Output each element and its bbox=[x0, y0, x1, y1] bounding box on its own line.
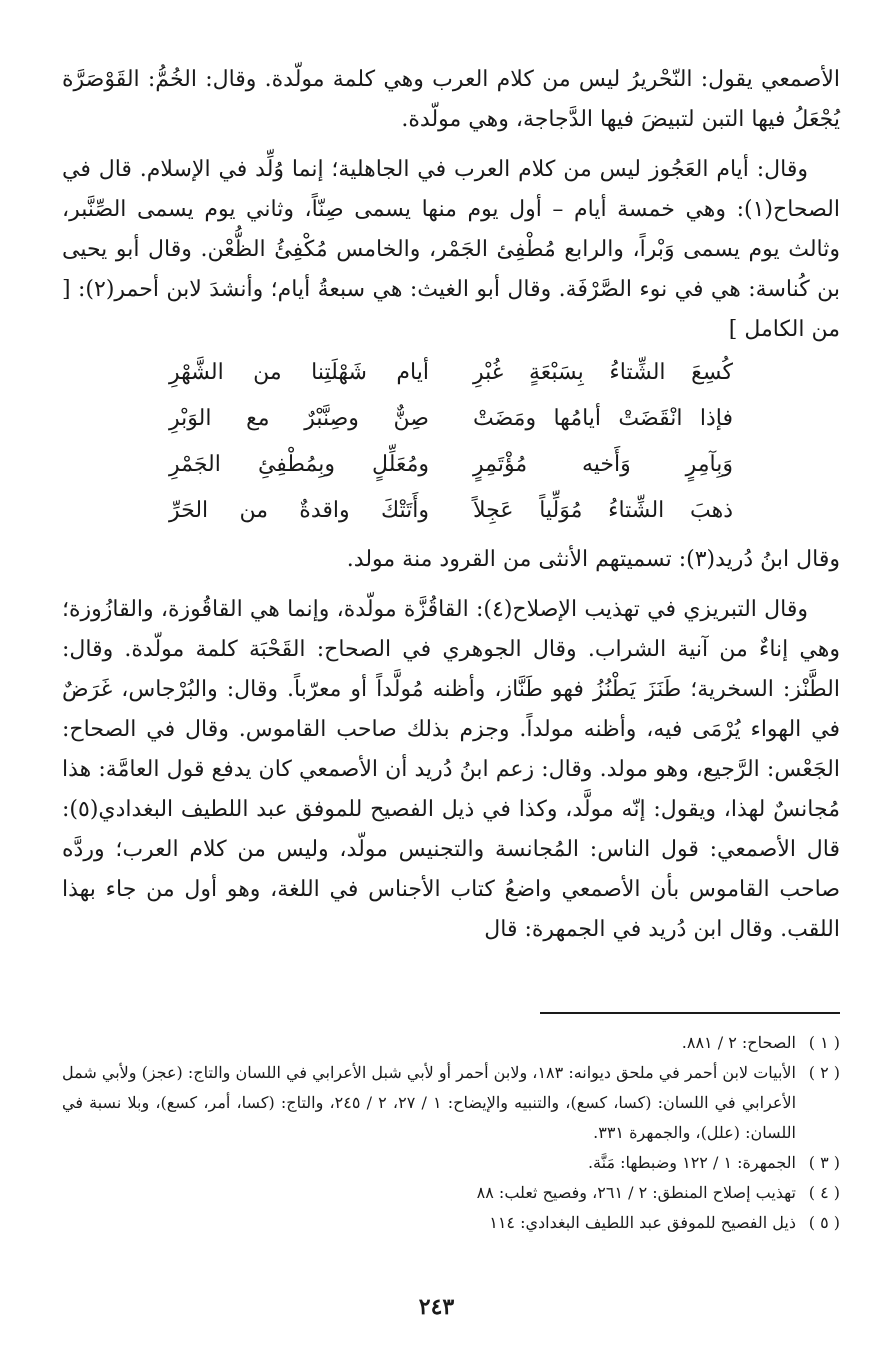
footnotes-list bbox=[62, 1028, 840, 1238]
verse-hemistich-first: ذهبَ الشِّتاءُ مُوَلِّياً عَجِلاً bbox=[473, 498, 733, 523]
verse-line-1 bbox=[62, 350, 840, 396]
book-page-body bbox=[62, 60, 840, 950]
poem-verses bbox=[62, 350, 840, 534]
footnote-item bbox=[62, 1058, 840, 1148]
footnote-separator-rule bbox=[540, 1012, 840, 1014]
footnote-number: ( ٥ ) bbox=[808, 1213, 840, 1232]
footnote-text: الجمهرة: ١ / ١٢٢ وضبطها: مَنَّة. bbox=[587, 1153, 796, 1172]
footnote-item bbox=[62, 1148, 840, 1178]
verse-line-3 bbox=[62, 442, 840, 488]
verse-hemistich-first: فإذا انْقَضَتْ أيامُها ومَضَتْ bbox=[473, 406, 733, 431]
footnote-number: ( ٤ ) bbox=[808, 1183, 840, 1202]
verse-hemistich-second: صِنٌّ وصِنَّبْرٌ مع الوَبْرِ bbox=[169, 406, 429, 431]
footnote-item bbox=[62, 1028, 840, 1058]
footnote-item bbox=[62, 1178, 840, 1208]
footnote-number: ( ١ ) bbox=[808, 1033, 840, 1052]
footnote-text: ذيل الفصيح للموفق عبد اللطيف البغدادي: ١١٤ bbox=[489, 1213, 796, 1232]
verse-hemistich-first: وَبِآمِرٍ وَأَخيه مُؤْتَمِرٍ bbox=[473, 452, 733, 477]
verse-hemistich-second: ومُعَلِّلٍ وبِمُطْفِئِ الجَمْرِ bbox=[169, 452, 429, 477]
footnote-number: ( ٢ ) bbox=[808, 1063, 840, 1082]
paragraph-tabrizi: وقال التبريزي في تهذيب الإصلاح(٤): القاقُزَّة مولّدة، وإنما هي القاقُوزة، والقازُوزة؛ وهي إناءٌ من آنية الشراب. وقال الجوهري في الصحاح: القَحْبَة كلمة مولّدة. وقال: الطَّنْز: السخرية؛ طَنَزَ يَطْنُزُ فهو طَنَّاز، وأظنه مُولَّداً أو معرّباً. وقال: والبُرْجاس، غَرَضٌ في الهواء يُرْمَى فيه، وأظنه مولداً. وجزم بذلك صاحب القاموس. وقال في الصحاح: الجَعْس: الرَّجيع، وهو مولد. وقال: زعم ابنُ دُريد أن الأصمعي كان يدفع قول العامَّة: هذا مُجانسٌ لهذا، ويقول: إنّه مولَّد، وكذا في ذيل الفصيح للموفق عبد اللطيف البغدادي(٥): قال الأصمعي: قول الناس: المُجانسة والتجنيس مولّد، وليس من كلام العرب؛ وردَّه صاحب القاموس بأن الأصمعي واضعُ كتاب الأجناس في اللغة، وهو أول من جاء بهذا اللقب. وقال ابن دُريد في الجمهرة: قال bbox=[62, 597, 840, 942]
verse-line-2 bbox=[62, 396, 840, 442]
footnote-text: تهذيب إصلاح المنطق: ٢ / ٢٦١، وفصيح ثعلب: ٨٨ bbox=[476, 1183, 796, 1202]
footnote-text: الأبيات لابن أحمر في ملحق ديوانه: ١٨٣، ولابن أحمر أو لأبي شبل الأعرابي في اللسان والتاج: (عجز) ولأبي شمل الأعرابي في اللسان: (كسا، كسع)، والتنبيه والإيضاح: ١ / ٢٧، ٢ / ٢٤٥، والتاج: (كسا، أمر، كسع)، وبلا نسبة في اللسان: (علل)، والجمهرة ٣٣١. bbox=[62, 1063, 797, 1142]
footnote-number: ( ٣ ) bbox=[808, 1153, 840, 1172]
paragraph-asmai-mawlad: الأصمعي يقول: النّحْريرُ ليس من كلام العرب وهي كلمة مولّدة. وقال: الخُمُّ: القَوْصَرَّة يُجْعَلُ فيها التبن لتبيضَ فيها الدَّجاجة، وهي مولّدة. bbox=[62, 67, 840, 132]
footnote-item bbox=[62, 1208, 840, 1238]
footnote-text: الصحاح: ٢ / ٨٨١. bbox=[681, 1033, 796, 1052]
paragraph-ibn-durayd: وقال ابنُ دُريد(٣): تسميتهم الأنثى من القرود منة مولد. bbox=[346, 547, 840, 572]
verse-hemistich-first: كُسِعَ الشِّتاءُ بِسَبْعَةٍ غُبْرِ bbox=[473, 360, 733, 385]
verse-hemistich-second: وأَتَتْكَ واقدةٌ من الحَرِّ bbox=[169, 498, 429, 523]
paragraph-ayyam-al-ajuz: وقال: أيام العَجُوز ليس من كلام العرب في الجاهلية؛ إنما وُلِّد في الإسلام. قال في الصحاح(١): وهي خمسة أيام – أول يوم منها يسمى صِنّاً، وثاني يوم يسمى الصِّنَّبر، وثالث يوم يسمى وَبْراً، والرابع مُطْفِئ الجَمْر، والخامس مُكْفِئُ الظُّعْن. وقال أبو يحيى بن كُناسة: هي في نوء الصَّرْفَة. وقال أبو الغيث: هي سبعةُ أيام؛ وأنشدَ لابن أحمر(٢): [ من الكامل ] bbox=[62, 157, 840, 342]
page-number: ٢٤٣ bbox=[418, 1294, 455, 1320]
verse-hemistich-second: أيام شَهْلَتِنا من الشَّهْرِ bbox=[169, 360, 429, 385]
verse-line-4 bbox=[62, 488, 840, 534]
